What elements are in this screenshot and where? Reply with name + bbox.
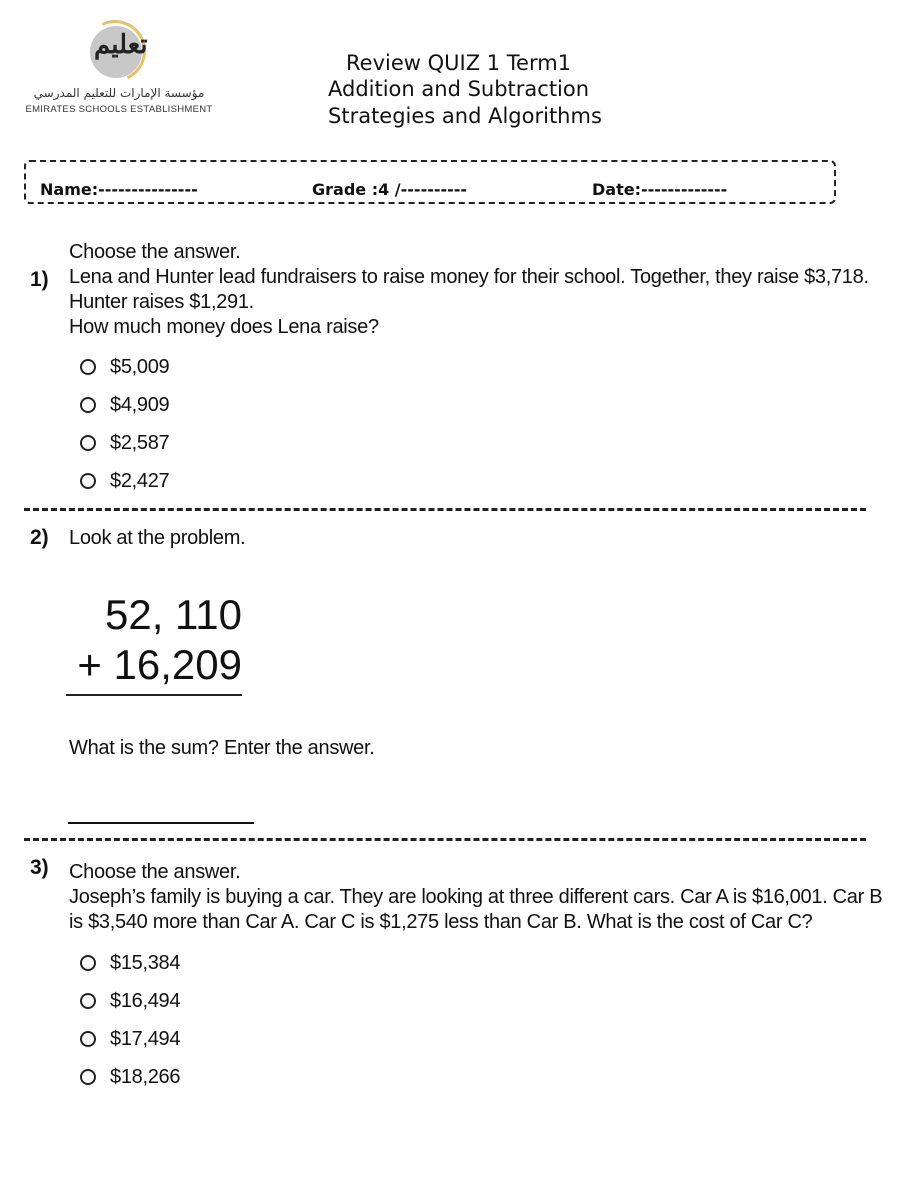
- section-divider: [24, 838, 866, 841]
- radio-button[interactable]: [80, 473, 96, 489]
- student-info-box: [24, 160, 836, 204]
- question-1-option-a[interactable]: [80, 352, 169, 382]
- option-label: $4,909: [110, 393, 170, 416]
- question-1-text-line-2: Hunter raises $1,291.: [69, 291, 254, 313]
- question-3-option-a[interactable]: [80, 948, 180, 978]
- logo-english-text: EMIRATES SCHOOLS ESTABLISHMENT: [25, 104, 213, 115]
- school-logo: [24, 18, 214, 118]
- title-line-3: Strategies and Algorithms: [328, 104, 602, 128]
- title-line-2: Addition and Subtraction: [328, 77, 590, 101]
- option-label: $18,266: [110, 1065, 181, 1088]
- question-1-instruction: Choose the answer.: [69, 241, 241, 263]
- question-1-option-b[interactable]: [80, 390, 169, 420]
- radio-button[interactable]: [80, 955, 96, 971]
- question-3-text-line-2: is $3,540 more than Car A. Car C is $1,275 less than Car B. What is the cost of Car C?: [69, 911, 813, 933]
- question-1-number: 1): [30, 268, 49, 291]
- title-line-1: Review QUIZ 1 Term1: [346, 51, 572, 75]
- quiz-title: [300, 50, 640, 130]
- radio-button[interactable]: [80, 993, 96, 1009]
- name-field[interactable]: Name:---------------: [40, 180, 198, 199]
- question-3-instruction: Choose the answer.: [69, 861, 241, 883]
- question-1-option-c[interactable]: [80, 428, 169, 458]
- question-2-prompt: Look at the problem.: [69, 527, 246, 549]
- section-divider: [24, 508, 866, 511]
- radio-button[interactable]: [80, 1069, 96, 1085]
- addend-1: 52, 110: [104, 591, 242, 638]
- question-1-option-d[interactable]: [80, 466, 169, 496]
- option-label: $16,494: [110, 989, 181, 1012]
- addend-2: + 16,209: [77, 641, 242, 688]
- grade-field[interactable]: Grade :4 /----------: [312, 180, 468, 199]
- question-3-number: 3): [30, 856, 49, 879]
- question-3-option-d[interactable]: [80, 1062, 180, 1092]
- radio-button[interactable]: [80, 1031, 96, 1047]
- vertical-addition-problem: [66, 590, 242, 696]
- option-label: $2,427: [110, 469, 170, 492]
- question-2-question: What is the sum? Enter the answer.: [69, 737, 375, 759]
- question-3-option-c[interactable]: [80, 1024, 180, 1054]
- logo-arabic-text: مؤسسة الإمارات للتعليم المدرسي: [33, 86, 205, 100]
- option-label: $17,494: [110, 1027, 181, 1050]
- answer-line: [68, 822, 254, 824]
- question-2-number: 2): [30, 526, 49, 549]
- sum-rule: [66, 694, 242, 696]
- date-field[interactable]: Date:-------------: [592, 180, 728, 199]
- question-3-option-b[interactable]: [80, 986, 180, 1016]
- question-1-text-line-1: Lena and Hunter lead fundraisers to raise money for their school. Together, they raise $3,718.: [69, 266, 869, 288]
- option-label: $5,009: [110, 355, 170, 378]
- radio-button[interactable]: [80, 359, 96, 375]
- radio-button[interactable]: [80, 435, 96, 451]
- sum-answer-input[interactable]: [68, 790, 258, 822]
- question-1-text-line-3: How much money does Lena raise?: [69, 316, 379, 338]
- option-label: $2,587: [110, 431, 170, 454]
- logo-mark: تعليم: [94, 30, 148, 60]
- option-label: $15,384: [110, 951, 181, 974]
- question-3-text-line-1: Joseph’s family is buying a car. They are looking at three different cars. Car A is $16,001. Car B: [69, 886, 883, 908]
- radio-button[interactable]: [80, 397, 96, 413]
